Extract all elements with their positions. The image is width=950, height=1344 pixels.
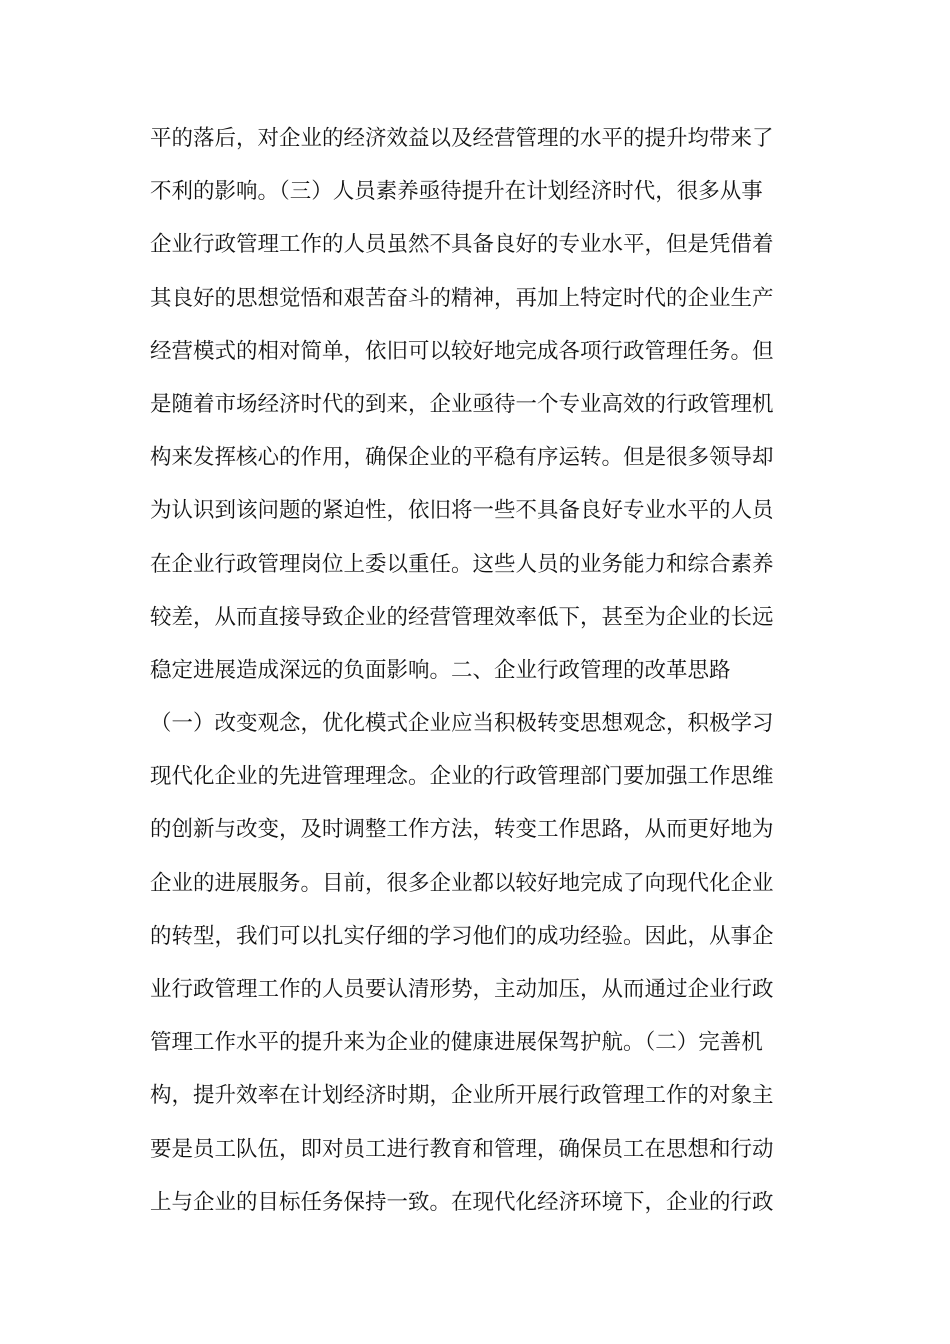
text-line: 构来发挥核心的作用，确保企业的平稳有序运转。但是很多领导却 [150,445,774,471]
text-line: 管理工作水平的提升来为企业的健康进展保驾护航。（二）完善机 [150,1030,763,1056]
text-line: 平的落后，对企业的经济效益以及经营管理的水平的提升均带来了 [150,126,774,151]
text-line: 经营模式的相对简单，依旧可以较好地完成各项行政管理任务。但 [150,338,774,364]
text-line: 稳定进展造成深远的负面影响。二、企业行政管理的改革思路 [150,657,731,683]
body-text [150,112,810,1229]
text-line: 较差，从而直接导致企业的经营管理效率低下，甚至为企业的长远 [150,604,774,630]
text-line: 企业的进展服务。目前，很多企业都以较好地完成了向现代化企业 [150,870,774,896]
text-line: 在企业行政管理岗位上委以重任。这些人员的业务能力和综合素养 [150,551,774,577]
text-line: 是随着市场经济时代的到来，企业亟待一个专业高效的行政管理机 [150,391,774,417]
text-line: 为认识到该问题的紧迫性，依旧将一些不具备良好专业水平的人员 [150,498,774,524]
text-line: 企业行政管理工作的人员虽然不具备良好的专业水平，但是凭借着 [150,232,774,258]
text-line: 要是员工队伍，即对员工进行教育和管理，确保员工在思想和行动 [150,1136,774,1162]
text-line: 不利的影响。（三）人员素养亟待提升在计划经济时代，很多从事 [150,179,763,205]
text-line: 的创新与改变，及时调整工作方法，转变工作思路，从而更好地为 [150,817,774,843]
text-line: 的转型，我们可以扎实仔细的学习他们的成功经验。因此，从事企 [150,923,774,949]
text-line: 上与企业的目标任务保持一致。在现代化经济环境下，企业的行政 [150,1189,774,1215]
text-line: 构，提升效率在计划经济时期，企业所开展行政管理工作的对象主 [150,1083,774,1109]
text-line: （一）改变观念，优化模式企业应当积极转变思想观念，积极学习 [150,711,774,737]
text-line: 业行政管理工作的人员要认清形势，主动加压，从而通过企业行政 [150,977,774,1002]
text-line: 现代化企业的先进管理理念。企业的行政管理部门要加强工作思维 [150,764,774,790]
text-line: 其良好的思想觉悟和艰苦奋斗的精神，再加上特定时代的企业生产 [150,285,774,311]
